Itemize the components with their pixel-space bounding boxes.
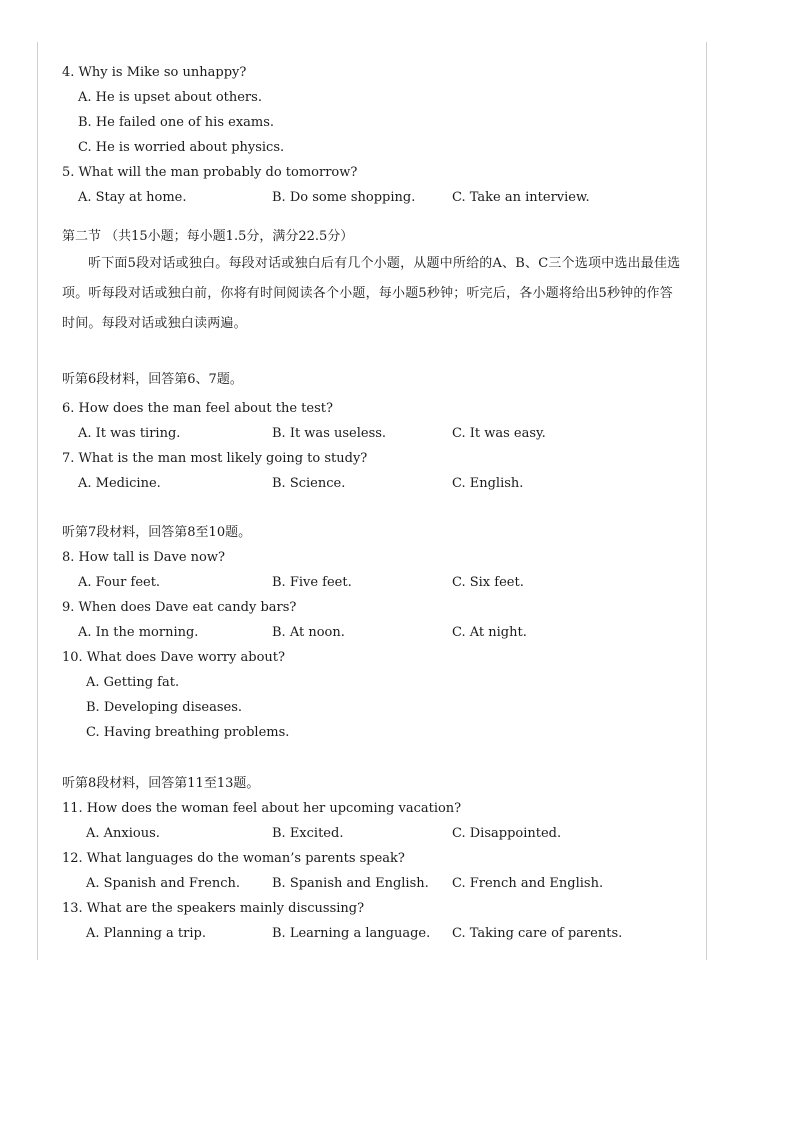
question-6-option-c: C. It was easy. [452,426,546,441]
question-9-options [62,620,682,645]
question-13-option-c: C. Taking care of parents. [452,926,623,941]
question-9-stem: 9. When does Dave eat candy bars? [62,600,297,615]
section-2-title: 第二节 （共15小题；每小题1.5分，满分22.5分） [62,229,354,244]
question-7-stem: 7. What is the man most likely going to study? [62,451,368,466]
question-5-options [62,185,682,210]
question-4-option-c: C. He is worried about physics. [78,140,285,155]
question-8-stem: 8. How tall is Dave now? [62,550,225,565]
question-11-option-a: A. Anxious. [86,826,160,841]
question-11-option-c: C. Disappointed. [452,826,562,841]
question-13-option-b: B. Learning a language. [272,926,431,941]
question-9-option-b: B. At noon. [272,625,345,640]
question-7-option-a: A. Medicine. [78,476,161,491]
question-12-stem: 12. What languages do the woman’s parents speak? [62,851,405,866]
question-10-option-a: A. Getting fat. [86,675,180,690]
question-6-option-a: A. It was tiring. [78,426,181,441]
question-11-options [62,821,682,846]
question-9-option-a: A. In the morning. [78,625,199,640]
group-6-heading: 听第6段材料，回答第6、7题。 [62,372,243,387]
question-7-options [62,471,682,496]
group-7-heading: 听第7段材料，回答第8至10题。 [62,525,252,540]
question-5-option-c: C. Take an interview. [452,190,590,205]
question-13-stem: 13. What are the speakers mainly discussing? [62,901,365,916]
question-4-option-a: A. He is upset about others. [78,90,262,105]
question-12-option-c: C. French and English. [452,876,604,891]
question-6-option-b: B. It was useless. [272,426,387,441]
question-5-option-b: B. Do some shopping. [272,190,416,205]
question-11-stem: 11. How does the woman feel about her upcoming vacation? [62,801,462,816]
question-12-options [62,871,682,896]
question-5-option-a: A. Stay at home. [78,190,187,205]
question-6-options [62,421,682,446]
question-8-option-c: C. Six feet. [452,575,524,590]
group-8-heading: 听第8段材料，回答第11至13题。 [62,776,260,791]
question-8-option-a: A. Four feet. [78,575,161,590]
question-9-option-c: C. At night. [452,625,527,640]
question-11-option-b: B. Excited. [272,826,344,841]
question-12-option-b: B. Spanish and English. [272,876,429,891]
question-10-option-c: C. Having breathing problems. [86,725,290,740]
exam-content [62,60,682,946]
question-10-stem: 10. What does Dave worry about? [62,650,285,665]
question-13-option-a: A. Planning a trip. [86,926,206,941]
question-4-option-b: B. He failed one of his exams. [78,115,275,130]
question-4-stem: 4. Why is Mike so unhappy? [62,65,247,80]
question-12-option-a: A. Spanish and French. [86,876,241,891]
section-2-instructions: 听下面5段对话或独白。每段对话或独白后有几个小题，从题中所给的A、B、C三个选项中选出最佳选项。听每段对话或独白前，你将有时间阅读各个小题，每小题5秒钟；听完后，各小题将给出5秒钟的作答时间。每段对话或独白读两遍。 [62,256,681,331]
question-13-options [62,921,682,946]
question-8-options [62,570,682,595]
question-7-option-b: B. Science. [272,476,346,491]
question-10-option-b: B. Developing diseases. [86,700,243,715]
question-7-option-c: C. English. [452,476,524,491]
question-6-stem: 6. How does the man feel about the test? [62,401,333,416]
question-5-stem: 5. What will the man probably do tomorrow? [62,165,358,180]
question-8-option-b: B. Five feet. [272,575,352,590]
